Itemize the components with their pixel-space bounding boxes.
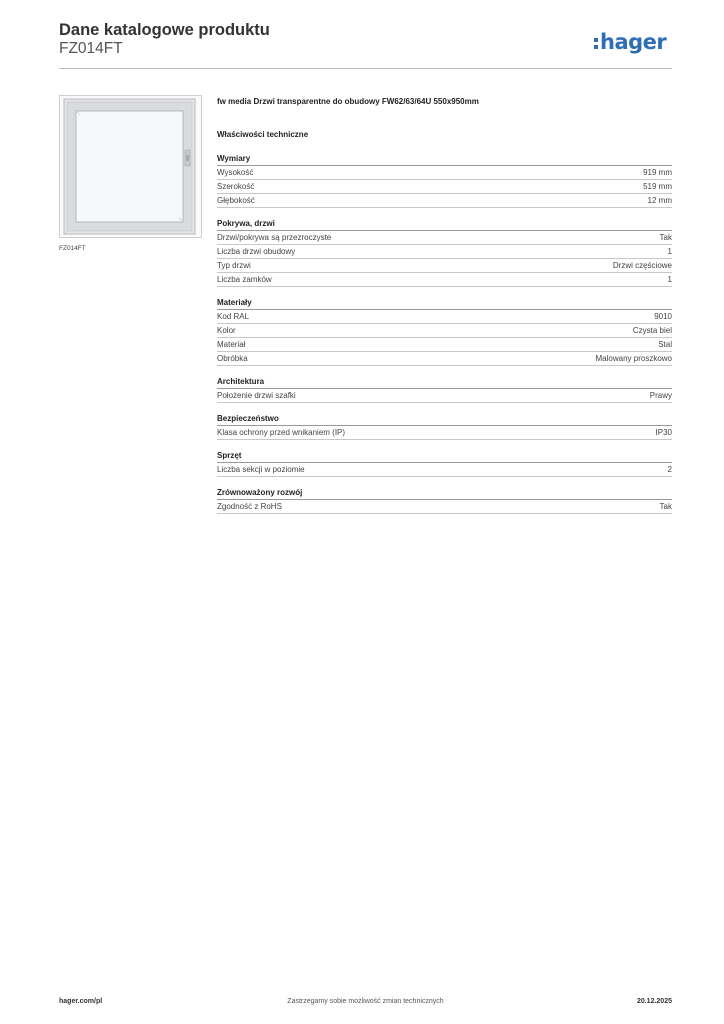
spec-label: Obróbka: [217, 354, 248, 363]
spec-section-title: Wymiary: [217, 152, 672, 166]
spec-label: Drzwi/pokrywa są przezroczyste: [217, 233, 332, 242]
image-caption: FZ014FT: [59, 245, 86, 252]
spec-row: [217, 463, 672, 477]
header-divider: [59, 68, 672, 69]
spec-value: 1: [667, 275, 672, 284]
spec-label: Szerokość: [217, 182, 255, 191]
spec-label: Liczba drzwi obudowy: [217, 247, 296, 256]
spec-label: Położenie drzwi szafki: [217, 391, 296, 400]
spec-value: 9010: [654, 312, 672, 321]
product-code: FZ014FT: [59, 40, 123, 57]
logo-dots-icon: [594, 38, 598, 49]
spec-row: [217, 426, 672, 440]
spec-row: [217, 324, 672, 338]
spec-label: Liczba sekcji w poziomie: [217, 465, 305, 474]
spec-value: 12 mm: [647, 196, 672, 205]
footer-disclaimer: Zastrzegamy sobie możliwość zmian technicznych: [287, 998, 444, 1005]
spec-section: [217, 152, 672, 208]
spec-row: [217, 389, 672, 403]
spec-value: Prawy: [649, 391, 672, 400]
spec-section: [217, 449, 672, 477]
page-title: Dane katalogowe produktu: [59, 21, 270, 39]
spec-label: Zgodność z RoHS: [217, 502, 282, 511]
spec-section: [217, 375, 672, 403]
product-description: fw media Drzwi transparentne do obudowy FW62/63/64U 550x950mm: [217, 97, 479, 106]
product-details: [217, 97, 672, 523]
spec-value: IP30: [655, 428, 672, 437]
spec-row: [217, 338, 672, 352]
spec-section: [217, 296, 672, 366]
product-image: [59, 95, 202, 238]
spec-value: Malowany proszkowo: [595, 354, 672, 363]
spec-section-title: Bezpieczeństwo: [217, 412, 672, 426]
spec-row: [217, 166, 672, 180]
spec-row: [217, 273, 672, 287]
technical-properties-title: Właściwości techniczne: [217, 130, 309, 139]
logo-text: hager: [600, 29, 667, 54]
spec-section-title: Architektura: [217, 375, 672, 389]
spec-section-title: Zrównoważony rozwój: [217, 486, 672, 500]
spec-section: [217, 217, 672, 287]
spec-section-title: Pokrywa, drzwi: [217, 217, 672, 231]
spec-section: [217, 412, 672, 440]
spec-value: Drzwi częściowe: [612, 261, 672, 270]
spec-value: Tak: [659, 502, 672, 511]
technical-sections: [217, 152, 672, 514]
spec-row: [217, 500, 672, 514]
spec-section-title: Sprzęt: [217, 449, 672, 463]
spec-section: [217, 486, 672, 514]
transparent-door-icon: [60, 96, 201, 237]
spec-row: [217, 245, 672, 259]
spec-label: Kod RAL: [217, 312, 250, 321]
spec-label: Kolor: [217, 326, 236, 335]
spec-value: Tak: [659, 233, 672, 242]
spec-value: 519 mm: [643, 182, 672, 191]
spec-value: Stal: [658, 340, 672, 349]
spec-label: Wysokość: [217, 168, 254, 177]
spec-row: [217, 194, 672, 208]
spec-label: Typ drzwi: [217, 261, 251, 270]
spec-section-title: Materiały: [217, 296, 672, 310]
footer-website-link[interactable]: hager.com/pl: [59, 998, 103, 1005]
spec-value: 919 mm: [643, 168, 672, 177]
spec-value: 2: [667, 465, 672, 474]
footer-date: 20.12.2025: [636, 998, 672, 1005]
spec-row: [217, 352, 672, 366]
spec-label: Klasa ochrony przed wnikaniem (IP): [217, 428, 346, 437]
spec-row: [217, 231, 672, 245]
spec-label: Głębokość: [217, 196, 255, 205]
spec-label: Liczba zamków: [217, 275, 272, 284]
spec-row: [217, 310, 672, 324]
spec-row: [217, 259, 672, 273]
spec-value: Czysta biel: [632, 326, 672, 335]
spec-row: [217, 180, 672, 194]
hager-logo: [594, 29, 666, 55]
spec-value: 1: [667, 247, 672, 256]
spec-label: Materiał: [217, 340, 246, 349]
